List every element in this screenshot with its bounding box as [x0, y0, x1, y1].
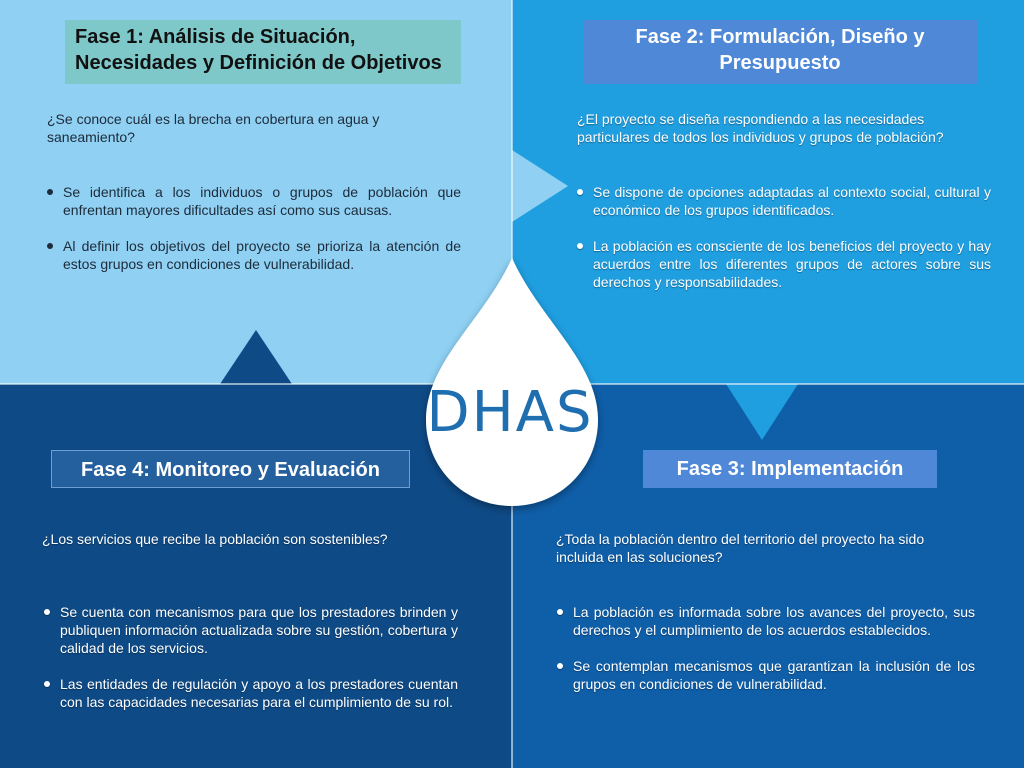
phase-3-question: ¿Toda la población dentro del territorio del proyecto ha sido incluida en las soluciones? [556, 531, 925, 565]
list-item: Se cuenta con mecanismos para que los prestadores brinden y publiquen información actualizada sobre su gestión, cobertura y calidad de los servicios. [42, 603, 458, 657]
phase-3-bullets [555, 603, 975, 711]
list-item: Al definir los objetivos del proyecto se prioriza la atención de estos grupos en condiciones de vulnerabilidad. [45, 237, 461, 273]
phase-4-question: ¿Los servicios que recibe la población son sostenibles? [42, 531, 388, 547]
phase-1-question: ¿Se conoce cuál es la brecha en cobertura en agua y saneamiento? [47, 111, 380, 145]
phase-2-title-line1: Fase 2: Formulación, Diseño y [635, 26, 925, 48]
phase-2-title-line2: Presupuesto [719, 52, 841, 74]
list-item: La población es consciente de los beneficios del proyecto y hay acuerdos entre los diferentes grupos de actores sobre sus derechos y responsabilidades. [575, 237, 991, 291]
phase-1-title-line2: Necesidades y Definición de Objetivos [75, 52, 442, 74]
list-item: Se contemplan mecanismos que garantizan la inclusión de los grupos en condiciones de vulnerabilidad. [555, 657, 975, 693]
dhas-logo: DHAS [426, 380, 594, 445]
list-item: Se identifica a los individuos o grupos de población que enfrentan mayores dificultades así como sus causas. [45, 183, 461, 219]
list-item: La población es informada sobre los avances del proyecto, sus derechos y el cumplimiento de los acuerdos establecidos. [555, 603, 975, 639]
phase-3-title: Fase 3: Implementación [643, 450, 937, 488]
phase-2-bullets [575, 183, 991, 309]
list-item: Se dispone de opciones adaptadas al contexto social, cultural y económico de los grupos identificados. [575, 183, 991, 219]
phase-2-question: ¿El proyecto se diseña respondiendo a las necesidades particulares de todos los individuos y grupos de población? [577, 111, 944, 145]
phase-4-bullets [42, 603, 458, 729]
phase-2-title [583, 20, 977, 84]
phase-1-title-line1: Fase 1: Análisis de Situación, [75, 26, 356, 48]
list-item: Las entidades de regulación y apoyo a los prestadores cuentan con las capacidades necesarias para el cumplimiento de su rol. [42, 675, 458, 711]
phase-4-title: Fase 4: Monitoreo y Evaluación [51, 450, 410, 488]
phase-1-bullets [45, 183, 461, 291]
phase-1-title [65, 20, 461, 84]
